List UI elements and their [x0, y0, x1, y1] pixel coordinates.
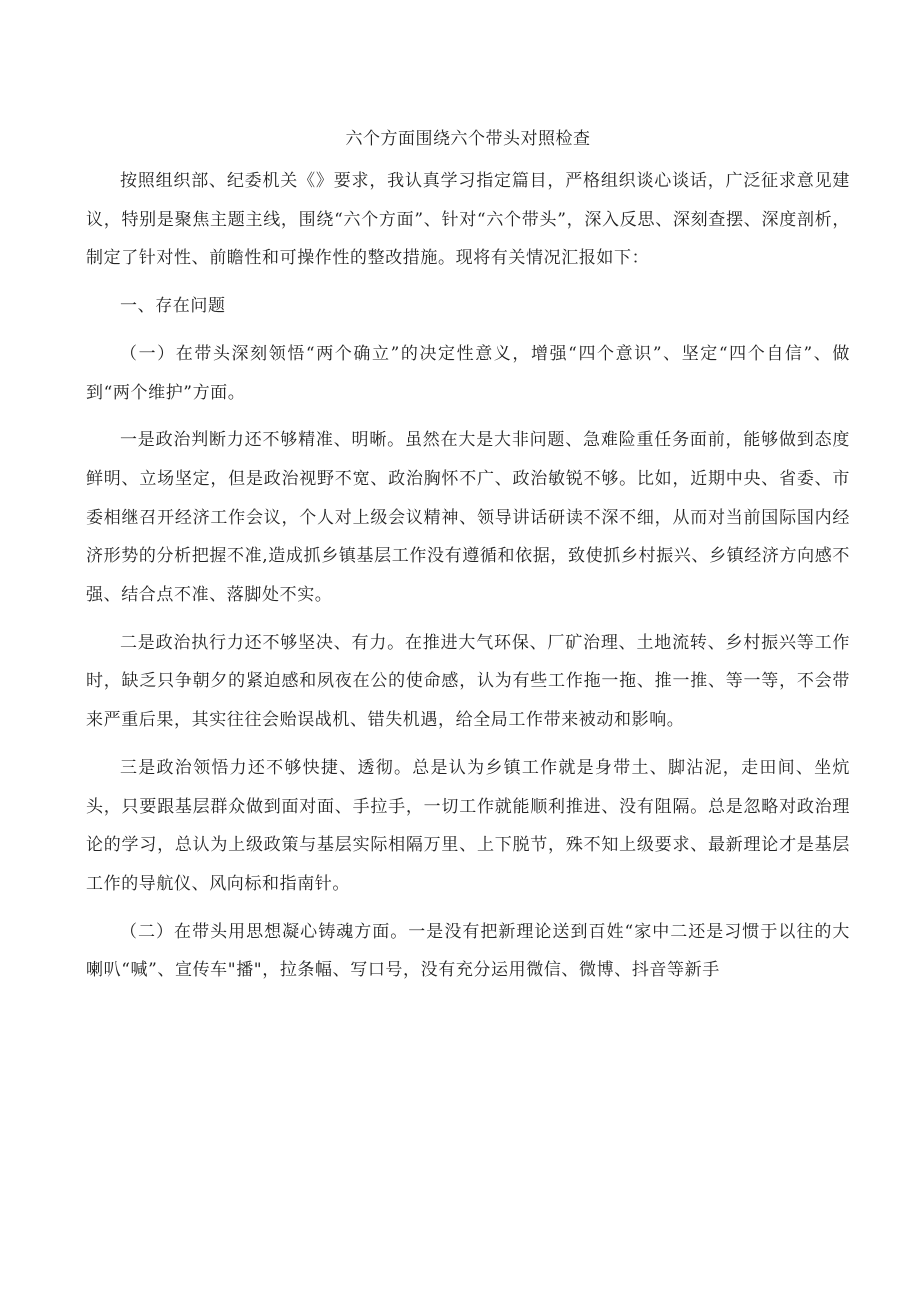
subsection-one-heading: （一）在带头深刻领悟“两个确立”的决定性意义，增强“四个意识”、坚定“四个自信”、做到“两个维护”方面。 — [86, 343, 850, 403]
paragraph-gap — [86, 412, 850, 421]
point-three-paragraph: 三是政治领悟力还不够快捷、透彻。总是认为乡镇工作就是身带土、脚沾泥，走田间、坐炕头，只要跟基层群众做到面对面、手拉手，一切工作就能顺利推进、没有阻隔。总是忽略对政治理论的学习，总认为上级政策与基层实际相隔万里、上下脱节，殊不知上级要求、最新理论才是基层工作的导航仪、风向标和指南针。 — [86, 757, 850, 894]
section-heading-problems: 一、存在问题 — [120, 296, 226, 317]
paragraph-gap — [86, 326, 850, 335]
subsection-two-paragraph: （二）在带头用思想凝心铸魂方面。一是没有把新理论送到百姓“家中二还是习惯于以往的大喇叭“喊”、宣传车"播"，拉条幅、写口号，没有充分运用微信、微博、抖音等新手 — [86, 921, 850, 981]
document-title: 六个方面围绕六个带头对照检查 — [345, 129, 591, 149]
point-two-paragraph: 二是政治执行力还不够坚决、有力。在推进大气环保、厂矿治理、土地流转、乡村振兴等工作时，缺乏只争朝夕的紧迫感和夙夜在公的使命感，认为有些工作拖一拖、推一推、等一等，不会带来严重后果，其实往往会贻误战机、错失机遇，给全局工作带来被动和影响。 — [86, 632, 850, 731]
paragraph-gap — [86, 278, 850, 287]
paragraph-gap — [86, 904, 850, 913]
document-page — [86, 126, 850, 990]
paragraph-gap — [86, 615, 850, 624]
point-one-paragraph: 一是政治判断力还不够精准、明晰。虽然在大是大非问题、急难险重任务面前，能够做到态度鲜明、立场坚定，但是政治视野不宽、政治胸怀不广、政治敏锐不够。比如，近期中央、省委、市委相继召开经济工作会议，个人对上级会议精神、领导讲话研读不深不细，从而对当前国际国内经济形势的分析把握不准,造成抓乡镇基层工作没有遵循和依据，致使抓乡村振兴、乡镇经济方向感不强、结合点不准、落脚处不实。 — [86, 430, 850, 606]
intro-paragraph: 按照组织部、纪委机关《》要求，我认真学习指定篇目，严格组织谈心谈话，广泛征求意见建议，特别是聚焦主题主线，围绕“六个方面”、针对“六个带头”，深入反思、深刻查摆、深度剖析，制定了针对性、前瞻性和可操作性的整改措施。现将有关情况汇报如下： — [86, 171, 850, 269]
paragraph-gap — [86, 740, 850, 749]
